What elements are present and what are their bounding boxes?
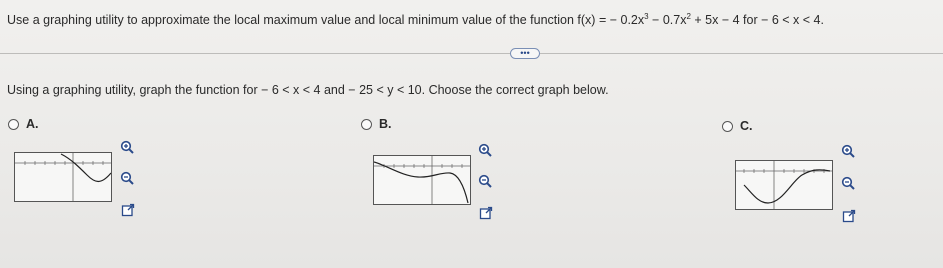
option-c[interactable] — [722, 119, 753, 133]
zoom-in-icon — [120, 140, 134, 154]
option-c-open[interactable] — [842, 209, 856, 223]
instruction-text: Using a graphing utility, graph the function for − 6 < x < 4 and − 25 < y < 10. Choose the correct graph below. — [7, 83, 609, 97]
option-a[interactable] — [8, 117, 39, 131]
more-button[interactable]: ••• — [510, 48, 540, 59]
curve — [744, 170, 830, 203]
option-b-open[interactable] — [479, 206, 493, 220]
option-c-graph — [735, 160, 833, 210]
option-a-radio[interactable] — [8, 119, 19, 130]
option-c-zoom-out[interactable] — [841, 176, 855, 190]
option-c-label: C. — [740, 119, 753, 133]
question-text: Use a graphing utility to approximate the local maximum value and local minimum value of the function f(x) = − $0.2x^3 - 0.7x^2 + 5x - 4$ for − 6 < x < 4. — [7, 12, 824, 28]
zoom-out-icon — [478, 174, 492, 188]
open-external-icon — [479, 206, 493, 220]
zoom-out-icon — [120, 171, 134, 185]
curve — [61, 154, 111, 182]
zoom-in-icon — [478, 143, 492, 157]
zoom-out-icon — [841, 176, 855, 190]
option-a-zoom-out[interactable] — [120, 171, 134, 185]
option-a-graph — [14, 152, 112, 202]
open-external-icon — [842, 209, 856, 223]
option-b[interactable] — [361, 117, 392, 131]
option-b-radio[interactable] — [361, 119, 372, 130]
option-b-graph — [373, 155, 471, 205]
option-b-zoom-out[interactable] — [478, 174, 492, 188]
option-c-radio[interactable] — [722, 121, 733, 132]
option-a-zoom-in[interactable] — [120, 140, 134, 154]
open-external-icon — [121, 203, 135, 217]
option-a-label: A. — [26, 117, 39, 131]
curve — [374, 162, 468, 203]
option-b-zoom-in[interactable] — [478, 143, 492, 157]
option-b-label: B. — [379, 117, 392, 131]
option-c-zoom-in[interactable] — [841, 144, 855, 158]
zoom-in-icon — [841, 144, 855, 158]
section-divider — [0, 53, 943, 54]
option-a-open[interactable] — [121, 203, 135, 217]
